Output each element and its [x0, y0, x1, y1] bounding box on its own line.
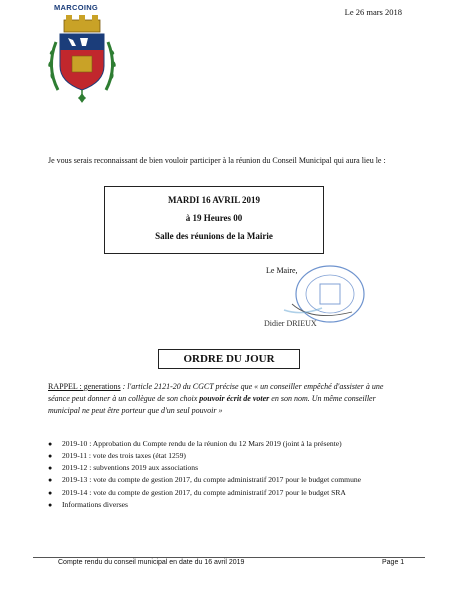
bullet-icon: ● — [48, 501, 53, 509]
meeting-box — [104, 186, 324, 254]
agenda-item-text: Informations diverses — [62, 500, 129, 509]
meeting-date: MARDI 16 AVRIL 2019 — [167, 195, 261, 205]
agenda-item — [48, 438, 408, 450]
footer-caption: Compte rendu du conseil municipal en date du 16 avril 2019 — [58, 559, 245, 566]
agenda-heading: ORDRE DU JOUR — [158, 349, 300, 369]
agenda-item-text: 2019-10 : Approbation du Compte rendu de la réunion du 12 Mars 2019 (joint à la présente) — [62, 439, 342, 448]
bullet-icon: ● — [48, 464, 53, 472]
agenda-item-text: 2019-13 : vote du compte de gestion 2017, du compte administratif 2017 pour le budget commune — [62, 475, 362, 484]
rappel-label: RAPPEL : generations — [48, 382, 121, 391]
page-number: Page 1 — [382, 559, 405, 566]
meeting-time: à 19 Heures 00 — [185, 213, 243, 223]
mayor-title: Le Maire, — [266, 266, 298, 275]
agenda-item — [48, 474, 408, 486]
intro-text: Je vous serais reconnaissant de bien vouloir participer à la réunion du Conseil Municipal qui aura lieu le : — [48, 156, 386, 165]
agenda-item-text: 2019-12 : subventions 2019 aux associations — [62, 463, 199, 472]
coat-of-arms-logo — [44, 12, 120, 108]
mayor-name: Didier DRIEUX — [264, 319, 317, 328]
meeting-place: Salle des réunions de la Mairie — [155, 231, 273, 241]
agenda-item — [48, 499, 408, 511]
rappel-paragraph — [48, 381, 406, 417]
letter-date: Le 26 mars 2018 — [344, 7, 402, 17]
agenda-item-text: 2019-11 : vote des trois taxes (état 1259) — [62, 451, 186, 460]
footer-divider — [33, 557, 425, 558]
agenda-item — [48, 450, 408, 462]
rappel-text-a: : l'article 2121-20 du CGCT précise que « un conseiller empêché d'assister à une séance peut donner à un collègue de son choix — [48, 382, 384, 403]
bullet-icon: ● — [48, 489, 53, 497]
agenda-item — [48, 462, 408, 474]
bullet-icon: ● — [48, 452, 53, 460]
bullet-icon: ● — [48, 440, 53, 448]
agenda-list — [48, 438, 408, 511]
rappel-text-b: en son nom. Un même conseiller municipal ne peut être porteur que d'un seul pouvoir » — [48, 394, 376, 415]
rappel-emphasis: pouvoir écrit de voter — [199, 394, 270, 403]
bullet-icon: ● — [48, 476, 53, 484]
agenda-item-text: 2019-14 : vote du compte de gestion 2017, du compte administratif 2017 pour le budget SRA — [62, 488, 346, 497]
agenda-item — [48, 487, 408, 499]
town-name: MARCOING — [54, 3, 99, 12]
